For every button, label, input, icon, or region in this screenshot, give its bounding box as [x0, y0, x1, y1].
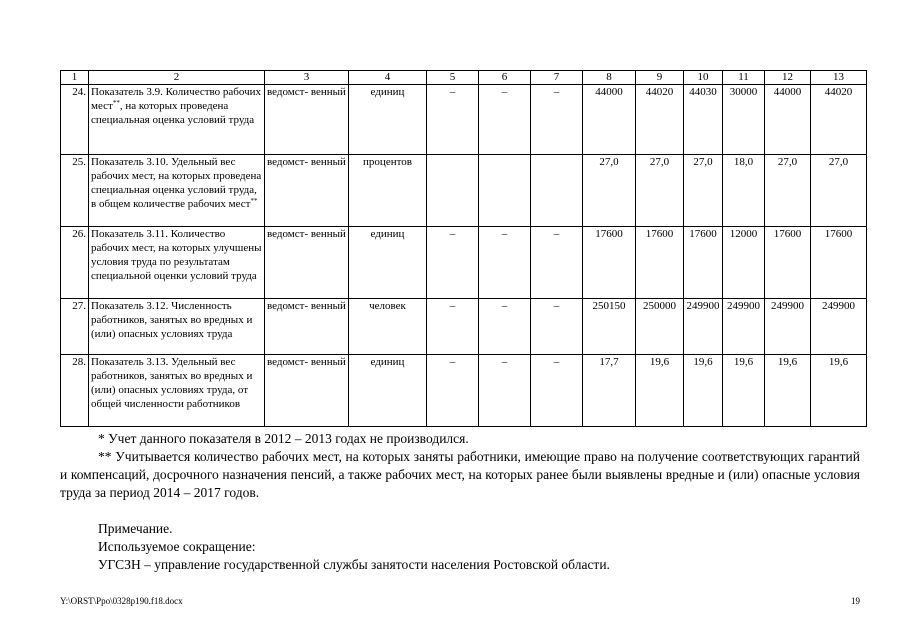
header-cell: 1 — [61, 71, 89, 85]
footnote-2: ** Учитывается количество рабочих мест, на которых заняты работники, имеющие право на получение соответствующих гарантий и компенсаций, досрочного назначения пенсий, а также рабочих мест, на которых ранее были выявлены вредные и (или) опасные условия труда за период 2014 – 2017 годов. — [60, 449, 860, 500]
remark-title: Примечание. — [98, 521, 173, 536]
value-cell: 44000 — [583, 85, 636, 155]
value-cell: – — [479, 299, 531, 355]
header-cell: 4 — [349, 71, 427, 85]
value-cell: 27,0 — [684, 155, 723, 227]
header-cell: 13 — [811, 71, 867, 85]
value-cell — [427, 155, 479, 227]
indicator-name-text: Показатель 3.9. Количество рабочих мест — [91, 86, 262, 112]
value-cell: – — [427, 85, 479, 155]
value-cell: 17,7 — [583, 355, 636, 427]
value-cell: – — [531, 227, 583, 299]
value-cell: – — [531, 355, 583, 427]
header-cell: 12 — [765, 71, 811, 85]
value-cell: 249900 — [765, 299, 811, 355]
footnote-marker: ** — [250, 197, 258, 205]
value-cell: 18,0 — [723, 155, 765, 227]
notes-section — [60, 430, 860, 574]
source-cell: ведомст- венный — [265, 355, 349, 427]
value-cell: – — [479, 85, 531, 155]
row-number-cell: 24. — [61, 85, 89, 155]
table-row — [61, 299, 867, 355]
value-cell: – — [531, 85, 583, 155]
value-cell: – — [479, 227, 531, 299]
row-number-cell: 28. — [61, 355, 89, 427]
value-cell: – — [427, 355, 479, 427]
abbreviation-title: Используемое сокращение: — [98, 539, 256, 554]
row-number-cell: 27. — [61, 299, 89, 355]
table-row — [61, 85, 867, 155]
header-cell: 10 — [684, 71, 723, 85]
unit-cell: человек — [349, 299, 427, 355]
value-cell: 249900 — [811, 299, 867, 355]
row-number-cell: 26. — [61, 227, 89, 299]
value-cell: 44020 — [636, 85, 684, 155]
page-number: 19 — [851, 596, 860, 606]
indicator-name-text: Показатель 3.12. Численность работников, занятых во вредных и (или) опасных условиях труда — [91, 300, 253, 340]
value-cell — [479, 155, 531, 227]
source-cell: ведомст- венный — [265, 85, 349, 155]
unit-cell: единиц — [349, 227, 427, 299]
value-cell: – — [479, 355, 531, 427]
header-cell: 3 — [265, 71, 349, 85]
header-cell: 2 — [89, 71, 265, 85]
value-cell: 249900 — [684, 299, 723, 355]
value-cell: 27,0 — [811, 155, 867, 227]
value-cell: 12000 — [723, 227, 765, 299]
unit-cell: единиц — [349, 85, 427, 155]
header-cell: 9 — [636, 71, 684, 85]
value-cell: 250000 — [636, 299, 684, 355]
value-cell: 30000 — [723, 85, 765, 155]
value-cell: – — [531, 299, 583, 355]
value-cell: 19,6 — [765, 355, 811, 427]
value-cell: 250150 — [583, 299, 636, 355]
indicator-name-text-continued: , на которых проведена специальная оценка условий труда — [91, 100, 255, 126]
row-number-cell: 25. — [61, 155, 89, 227]
value-cell: 249900 — [723, 299, 765, 355]
value-cell — [531, 155, 583, 227]
value-cell: 27,0 — [583, 155, 636, 227]
header-cell: 5 — [427, 71, 479, 85]
value-cell: 17600 — [684, 227, 723, 299]
unit-cell: единиц — [349, 355, 427, 427]
value-cell: 44030 — [684, 85, 723, 155]
table-row — [61, 155, 867, 227]
header-cell: 11 — [723, 71, 765, 85]
source-cell: ведомст- венный — [265, 155, 349, 227]
indicator-name-text: Показатель 3.13. Удельный вес работников, занятых во вредных и (или) опасных условиях труда, от общей численности работников — [91, 356, 253, 410]
header-cell: 7 — [531, 71, 583, 85]
abbreviation-text: УГСЗН – управление государственной службы занятости населения Ростовской области. — [98, 557, 610, 572]
value-cell: 17600 — [811, 227, 867, 299]
value-cell: 17600 — [583, 227, 636, 299]
indicator-name-cell — [89, 155, 265, 227]
value-cell: 17600 — [636, 227, 684, 299]
value-cell: 27,0 — [636, 155, 684, 227]
footnote-1: * Учет данного показателя в 2012 – 2013 годах не производился. — [98, 431, 469, 446]
indicator-name-text: Показатель 3.10. Удельный вес рабочих мест, на которых проведена специальная оценка условий труда, в общем количестве рабочих мест — [91, 156, 262, 210]
indicator-name-text: Показатель 3.11. Количество рабочих мест, на которых улучшены условия труда по результатам специальной оценки условий труда — [91, 228, 262, 282]
source-cell: ведомст- венный — [265, 227, 349, 299]
value-cell: 19,6 — [811, 355, 867, 427]
table-row — [61, 227, 867, 299]
value-cell: 19,6 — [636, 355, 684, 427]
value-cell: 19,6 — [723, 355, 765, 427]
file-path: Y:\ORST\Ppo\0328p190.f18.docx — [60, 596, 183, 606]
header-cell: 8 — [583, 71, 636, 85]
table-header-row — [61, 71, 867, 85]
indicator-name-cell — [89, 355, 265, 427]
indicators-table — [60, 70, 867, 427]
indicator-name-cell — [89, 299, 265, 355]
footnote-marker: ** — [112, 99, 120, 107]
unit-cell: процентов — [349, 155, 427, 227]
value-cell: – — [427, 227, 479, 299]
indicator-name-cell — [89, 227, 265, 299]
value-cell: 19,6 — [684, 355, 723, 427]
value-cell: – — [427, 299, 479, 355]
table-row — [61, 355, 867, 427]
value-cell: 27,0 — [765, 155, 811, 227]
indicator-name-cell — [89, 85, 265, 155]
header-cell: 6 — [479, 71, 531, 85]
value-cell: 44020 — [811, 85, 867, 155]
table-body — [61, 71, 867, 427]
value-cell: 44000 — [765, 85, 811, 155]
source-cell: ведомст- венный — [265, 299, 349, 355]
value-cell: 17600 — [765, 227, 811, 299]
